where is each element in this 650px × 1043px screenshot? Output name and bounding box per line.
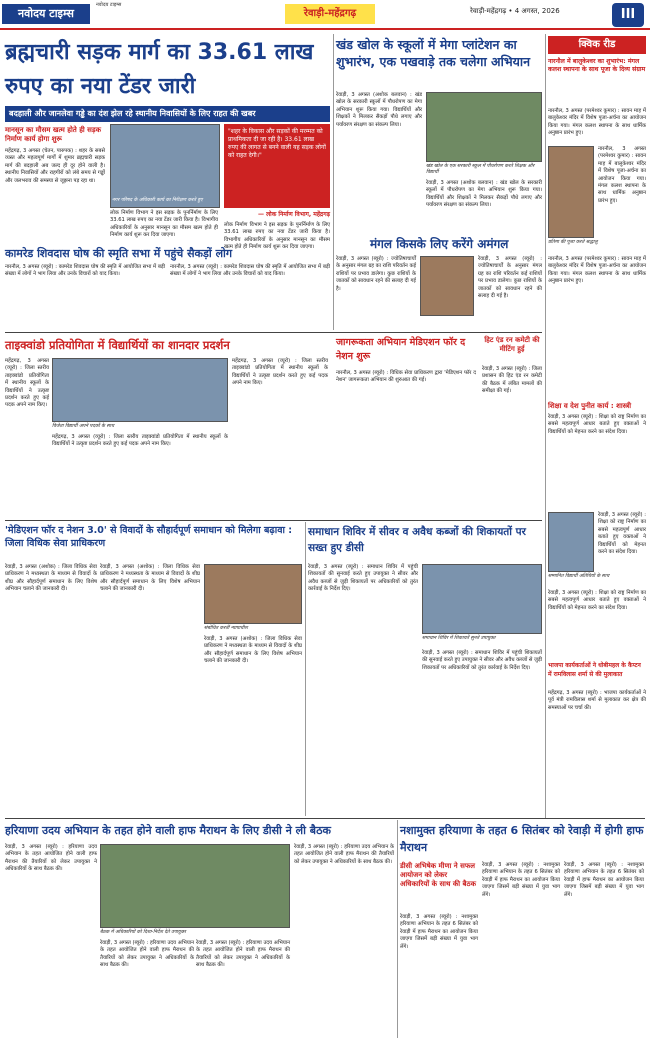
lead-body-1: महेंद्रगढ़, 3 अगस्त (चेतन, पारुपक) : शहर के सबसे व्यस्त और महत्वपूर्ण मार्गों में शुमार ब्रह्मचारी सड़क मार्ग की बदहाली अब जल्द ही दूर होने वाली है। स्थानीय निवासियों और राहगीरों को लंबे समय से गड्ढों और जलभराव की समस्या से जूझना पड़ रहा था। <box>5 148 105 184</box>
masthead <box>0 0 650 30</box>
mediation-photo <box>204 564 302 624</box>
mediation-body-2: रेवाड़ी, 3 अगस्त (अशोक) : जिला विधिक सेवा प्राधिकरण ने मध्यस्थता के माध्यम से विवादों के शीघ्र और सौहार्दपूर्ण समाधान के लिए विशेष अभियान चलाने की जानकारी दी। <box>100 564 200 593</box>
quick-read-body: नारनौल, 3 अगस्त (परमेश्वर कुमार) : सावन माह में बालुकेश्वर मंदिर में विशेष पूजा-अर्चना का आयोजन किया गया। मंगल कलश स्थापना के साथ धार्मिक अनुष्ठान प्रारंभ हुए। <box>548 108 646 137</box>
shiksha-body-more: रेवाड़ी, 3 अगस्त (ब्यूरो) : शिक्षा को राष्ट्र निर्माण का सबसे महत्वपूर्ण आधार बताते हुए वक्ताओं ने विद्यार्थियों को मेहनत करने का संदेश दिया। <box>548 590 646 611</box>
bjp-headline[interactable]: भाजपा कार्यकर्ताओं ने धोबीमहल के कैप्टन में रामविलास शर्मा से की मुलाकात <box>548 662 641 678</box>
hit-run-headline[interactable]: हिट एंड रन कमेटी की मीटिंग हुई <box>484 336 540 353</box>
bjp-body: महेंद्रगढ़, 3 अगस्त (ब्यूरो) : भाजपा कार्यकर्ताओं ने पूर्व मंत्री रामविलास शर्मा से मुलाकात कर क्षेत्र की समस्याओं पर चर्चा की। <box>548 690 646 711</box>
marathon-body-2: रेवाड़ी, 3 अगस्त (ब्यूरो) : हरियाणा उदय अभियान के तहत आयोजित होने वाली हाफ मैराथन की तैयारियों को लेकर उपायुक्त ने अधिकारियों के साथ बैठक की। <box>100 940 194 969</box>
lead-subhead: बदहाली और जानलेवा गड्ढे का दंश झेल रहे स्थानीय निवासियों के लिए राहत की खबर <box>5 106 330 122</box>
mediation-body-1: रेवाड़ी, 3 अगस्त (अशोक) : जिला विधिक सेवा प्राधिकरण ने मध्यस्थता के माध्यम से विवादों के शीघ्र और सौहार्दपूर्ण समाधान के लिए विशेष अभियान चलाने की जानकारी दी। <box>5 564 97 593</box>
lead-photo <box>110 124 220 208</box>
sewer-body-1: रेवाड़ी, 3 अगस्त (ब्यूरो) : समाधान शिविर में पहुंची शिकायतों की सुनवाई करते हुए उपायुक्त ने सीवर और अवैध कब्जों से जुड़ी शिकायतों पर अधिकारियों को तुरंत कार्रवाई के निर्देश दिए। <box>308 564 418 593</box>
awareness-headline[interactable]: जागरूकता अभियान मेडिएशन फॉर द नेशन शुरू <box>336 337 466 362</box>
shiksha-body: रेवाड़ी, 3 अगस्त (ब्यूरो) : शिक्षा को राष्ट्र निर्माण का सबसे महत्वपूर्ण आधार बताते हुए वक्ताओं ने विद्यार्थियों को मेहनत करने का संदेश दिया। <box>548 414 646 435</box>
newspaper-logo[interactable]: नवोदय टाइम्स <box>2 4 90 24</box>
mangal-photo <box>420 256 474 316</box>
lead-body-2: लोक निर्माण विभाग ने इस सड़क के पुनर्निर्माण के लिए 33.61 लाख रुपए का नया टेंडर जारी किया है। विभागीय अधिकारियों के अनुसार मानसून का मौसम खत्म होते ही निर्माण कार्य शुरू कर दिया जाएगा। <box>110 210 218 239</box>
mangal-body: रेवाड़ी, 3 अगस्त (ब्यूरो) : ज्योतिषाचार्यों के अनुसार मंगल ग्रह का राशि परिवर्तन कई राशियों पर प्रभाव डालेगा। कुछ राशियों के जातकों को सावधान रहने की सलाह दी गई है। <box>336 256 416 292</box>
page-number-badge: III <box>612 3 644 27</box>
school-plantation-body: रेवाड़ी, 3 अगस्त (अशोक बलवान) : खंड खोल के सरकारी स्कूलों में पौधरोपण का मेगा अभियान शुरू किया गया। विद्यार्थियों और शिक्षकों ने मिलकर सैकड़ों पौधे लगाए और पर्यावरण संरक्षण का संकल्प लिया। <box>336 92 422 128</box>
marathon-photo <box>100 844 290 928</box>
marathon-headline[interactable]: हरियाणा उदय अभियान के तहत होने वाली हाफ मैराथन के लिए डीसी ने ली बैठक <box>5 824 331 837</box>
school-plantation-photo <box>426 92 542 162</box>
quick-read-headline[interactable]: नारनौल में बालुकेश्वर का शुभारंभ: मंगल कलश स्थापना के साथ पूजा के दिव्य संग्राम <box>548 58 646 73</box>
shiksha-headline[interactable]: शिक्षा व देश पुनीत कार्य : शास्त्री <box>548 402 632 410</box>
edition-tag: नवोदय टाइम्स <box>96 2 122 8</box>
nasha-body-2: रेवाड़ी, 3 अगस्त (ब्यूरो) : नशामुक्त हरियाणा अभियान के तहत 6 सितंबर को रेवाड़ी में हाफ मैराथन का आयोजन किया जाएगा जिसमें बड़ी संख्या में युवा भाग लेंगे। <box>482 862 560 898</box>
taikwondo-photo <box>52 358 228 422</box>
section-divider <box>5 818 645 819</box>
nasha-kicker: डीसी अभिषेक मीणा ने सफल आयोजन को लेकर अधिकारियों के साथ की बैठक <box>400 862 476 888</box>
hit-run-body: रेवाड़ी, 3 अगस्त (ब्यूरो) : जिला प्रशासन की हिट एंड रन कमेटी की बैठक में लंबित मामलों की समीक्षा की गई। <box>482 366 542 395</box>
sewer-caption: समाधान शिविर में शिकायतें सुनते उपायुक्त <box>422 636 496 641</box>
kamrade-headline[interactable]: कामरेड शिवदास घोष की स्मृति सभा में पहुंचे सैकड़ों लोग <box>5 247 233 260</box>
quick-read-photo <box>548 146 594 238</box>
kamrade-body-1: नारनौल, 3 अगस्त (ब्यूरो) : कामरेड शिवदास घोष की स्मृति में आयोजित सभा में बड़ी संख्या में लोगों ने भाग लिया और उनके विचारों को याद किया। <box>5 264 165 278</box>
sewer-photo <box>422 564 542 634</box>
awareness-body: नारनौल, 3 अगस्त (ब्यूरो) : विधिक सेवा प्राधिकरण द्वारा 'मेडिएशन फॉर द नेशन' जागरूकता अभियान की शुरुआत की गई। <box>336 370 476 384</box>
school-plantation-body-cont: रेवाड़ी, 3 अगस्त (अशोक बलवान) : खंड खोल के सरकारी स्कूलों में पौधरोपण का मेगा अभियान शुरू किया गया। विद्यार्थियों और शिक्षकों ने मिलकर सैकड़ों पौधे लगाए और पर्यावरण संरक्षण का संकल्प लिया। <box>426 180 542 209</box>
mediation-body-3: रेवाड़ी, 3 अगस्त (अशोक) : जिला विधिक सेवा प्राधिकरण ने मध्यस्थता के माध्यम से विवादों के शीघ्र और सौहार्दपूर्ण समाधान के लिए विशेष अभियान चलाने की जानकारी दी। <box>204 636 302 665</box>
taikwondo-body-1: महेंद्रगढ़, 3 अगस्त (व्यूरो) : जिला स्तरीय ताइक्वांडो प्रतियोगिता में स्थानीय स्कूलों के विद्यार्थियों ने उत्कृष्ट प्रदर्शन करते हुए कई पदक अपने नाम किए। <box>5 358 49 409</box>
section-divider <box>5 520 542 521</box>
nasha-headline[interactable]: नशामुक्त हरियाणा के तहत 6 सितंबर को रेवाड़ी में होगी हाफ मैराथन <box>400 824 644 854</box>
marathon-caption: बैठक में अधिकारियों को दिशा-निर्देश देते उपायुक्त <box>100 930 186 935</box>
lead-body-2-cont: लोक निर्माण विभाग ने इस सड़क के पुनर्निर्माण के लिए 33.61 लाख रुपए का नया टेंडर जारी किया है। विभागीय अधिकारियों के अनुसार मानसून का मौसम खत्म होते ही निर्माण कार्य शुरू कर दिया जाएगा। <box>224 222 330 251</box>
quick-read-caption: प्रतिमा की पूजा करते श्रद्धालु <box>548 240 598 245</box>
quick-read-body-more: नारनौल, 3 अगस्त (परमेश्वर कुमार) : सावन माह में बालुकेश्वर मंदिर में विशेष पूजा-अर्चना का आयोजन किया गया। मंगल कलश स्थापना के साथ धार्मिक अनुष्ठान प्रारंभ हुए। <box>548 256 646 285</box>
lead-kicker: मानसून का मौसम खत्म होते ही सड़क निर्माण कार्य होगा शुरू <box>5 126 102 143</box>
marathon-body-3: रेवाड़ी, 3 अगस्त (ब्यूरो) : हरियाणा उदय अभियान के तहत आयोजित होने वाली हाफ मैराथन की तैयारियों को लेकर उपायुक्त ने अधिकारियों के साथ बैठक की। <box>196 940 290 969</box>
section-banner: रेवाड़ी-महेंद्रगढ़ <box>285 4 375 24</box>
marathon-body-1: रेवाड़ी, 3 अगस्त (ब्यूरो) : हरियाणा उदय अभियान के तहत आयोजित होने वाली हाफ मैराथन की तैयारियों को लेकर उपायुक्त ने अधिकारियों के साथ बैठक की। <box>5 844 97 873</box>
quick-read-tab[interactable]: क्विक रीड <box>548 36 646 54</box>
taikwondo-caption: विजेता विद्यार्थी अपने पदकों के साथ <box>52 424 115 429</box>
column-separator <box>305 522 306 816</box>
sewer-headline[interactable]: समाधान शिविर में सीवर व अवैध कब्जों की शिकायतों पर सख्त हुए डीसी <box>308 526 526 554</box>
lead-pull-quote: "शहर के विकास और सड़कों की मरम्मत को प्राथमिकता दी जा रही है। 33.61 लाख रुपए की लागत से बनने वाली यह सड़क लोगों को राहत देगी।" <box>224 124 330 208</box>
taikwondo-headline[interactable]: ताइक्वांडो प्रतियोगिता में विद्यार्थियों का शानदार प्रदर्शन <box>5 338 230 352</box>
nasha-body-1: रेवाड़ी, 3 अगस्त (ब्यूरो) : नशामुक्त हरियाणा अभियान के तहत 6 सितंबर को रेवाड़ी में हाफ मैराथन का आयोजन किया जाएगा जिसमें बड़ी संख्या में युवा भाग लेंगे। <box>400 914 478 950</box>
lead-quote-attribution: — लोक निर्माण विभाग, महेंद्रगढ़ <box>258 211 330 218</box>
taikwondo-body-3: महेंद्रगढ़, 3 अगस्त (व्यूरो) : जिला स्तरीय ताइक्वांडो प्रतियोगिता में स्थानीय स्कूलों के विद्यार्थियों ने उत्कृष्ट प्रदर्शन करते हुए कई पदक अपने नाम किए। <box>232 358 328 387</box>
lead-headline[interactable]: ब्रह्मचारी सड़क मार्ग का 33.61 लाख रुपए का नया टेंडर जारी <box>5 40 314 99</box>
date-line: रेवाड़ी-महेंद्रगढ़ • 4 अगस्त, 2026 <box>470 7 560 15</box>
mediation-caption: संबोधित करतीं न्यायाधीश <box>204 626 248 631</box>
column-separator <box>397 820 398 1038</box>
quick-read-body-cont: नारनौल, 3 अगस्त (परमेश्वर कुमार) : सावन माह में बालुकेश्वर मंदिर में विशेष पूजा-अर्चना का आयोजन किया गया। मंगल कलश स्थापना के साथ धार्मिक अनुष्ठान प्रारंभ हुए। <box>598 146 646 204</box>
column-separator <box>333 34 334 330</box>
mangal-body-cont: रेवाड़ी, 3 अगस्त (ब्यूरो) : ज्योतिषाचार्यों के अनुसार मंगल ग्रह का राशि परिवर्तन कई राशियों पर प्रभाव डालेगा। कुछ राशियों के जातकों को सावधान रहने की सलाह दी गई है। <box>478 256 542 300</box>
mangal-headline[interactable]: मंगल किसके लिए करेंगे अमंगल <box>370 237 509 251</box>
taikwondo-body-2: महेंद्रगढ़, 3 अगस्त (व्यूरो) : जिला स्तरीय ताइक्वांडो प्रतियोगिता में स्थानीय स्कूलों के विद्यार्थियों ने उत्कृष्ट प्रदर्शन करते हुए कई पदक अपने नाम किए। <box>52 434 228 448</box>
nasha-body-3: रेवाड़ी, 3 अगस्त (ब्यूरो) : नशामुक्त हरियाणा अभियान के तहत 6 सितंबर को रेवाड़ी में हाफ मैराथन का आयोजन किया जाएगा जिसमें बड़ी संख्या में युवा भाग लेंगे। <box>564 862 644 898</box>
section-divider <box>5 332 542 333</box>
lead-photo-caption: नगर परिषद के अधिकारी कार्य का निरीक्षण करते हुए <box>112 198 203 203</box>
school-plantation-caption: खंड खोल के एक सरकारी स्कूल में पौधरोपण करते शिक्षक और विद्यार्थी <box>426 164 535 175</box>
kamrade-body-2: नारनौल, 3 अगस्त (ब्यूरो) : कामरेड शिवदास घोष की स्मृति में आयोजित सभा में बड़ी संख्या में लोगों ने भाग लिया और उनके विचारों को याद किया। <box>170 264 330 278</box>
shiksha-body-cont: रेवाड़ी, 3 अगस्त (ब्यूरो) : शिक्षा को राष्ट्र निर्माण का सबसे महत्वपूर्ण आधार बताते हुए वक्ताओं ने विद्यार्थियों को मेहनत करने का संदेश दिया। <box>598 512 646 556</box>
column-separator <box>545 34 546 818</box>
sewer-body-2: रेवाड़ी, 3 अगस्त (ब्यूरो) : समाधान शिविर में पहुंची शिकायतों की सुनवाई करते हुए उपायुक्त ने सीवर और अवैध कब्जों से जुड़ी शिकायतों पर अधिकारियों को तुरंत कार्रवाई के निर्देश दिए। <box>422 650 542 671</box>
school-plantation-headline[interactable]: खंड खोल के स्कूलों में मेगा प्लांटेशन का शुभारंभ, एक पखवाड़े तक चलेगा अभियान <box>336 37 531 69</box>
marathon-body-4: रेवाड़ी, 3 अगस्त (ब्यूरो) : हरियाणा उदय अभियान के तहत आयोजित होने वाली हाफ मैराथन की तैयारियों को लेकर उपायुक्त ने अधिकारियों के साथ बैठक की। <box>294 844 394 865</box>
shiksha-photo <box>548 512 594 572</box>
mediation-headline[interactable]: 'मेडिएशन फॉर द नेशन 3.0' से विवादों के सौहार्दपूर्ण समाधान को मिलेगा बढ़ावा : जिला विधिक सेवा प्राधिकरण <box>5 525 293 549</box>
shiksha-caption: सम्मानित विद्यार्थी अतिथियों के साथ <box>548 574 610 579</box>
